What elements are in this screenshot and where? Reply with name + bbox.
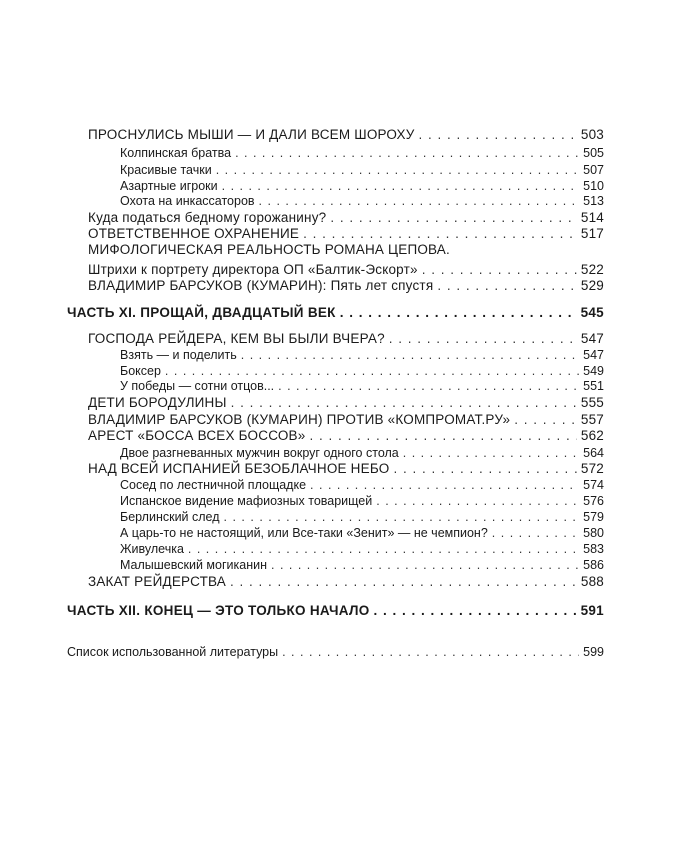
toc-page-number: 599 [583, 645, 604, 659]
toc-page-number: 564 [583, 446, 604, 460]
toc-page-number: 586 [583, 558, 604, 572]
dot-leader [393, 461, 576, 477]
dot-leader [303, 226, 577, 242]
dot-leader [216, 162, 579, 178]
toc-sub-entry [120, 493, 604, 509]
dot-leader [310, 477, 579, 493]
toc-entry-title: ОТВЕТСТВЕННОЕ ОХРАНЕНИЕ [88, 226, 300, 241]
toc-page-number: 547 [583, 348, 604, 362]
toc-sub-entry [120, 445, 604, 461]
toc-page-number: 549 [583, 364, 604, 378]
toc-sub-entry [120, 509, 604, 525]
toc-sub-entry [120, 178, 604, 194]
toc-sub-entry [120, 541, 604, 557]
toc-page-number: 557 [580, 412, 604, 427]
toc-page-number: 503 [580, 127, 604, 142]
toc-entry-title: А царь-то не настоящий, или Все-таки «Зенит» — не чемпион? [120, 526, 488, 540]
toc-entry [88, 461, 604, 477]
toc-entry [88, 242, 450, 258]
toc-entry [88, 395, 604, 411]
toc-entry [88, 428, 604, 444]
toc-entry-title: ДЕТИ БОРОДУЛИНЫ [88, 395, 227, 410]
toc-page-number: 574 [583, 478, 604, 492]
toc-entry-title: НАД ВСЕЙ ИСПАНИЕЙ БЕЗОБЛАЧНОЕ НЕБО [88, 461, 390, 476]
toc-entry-title: ЧАСТЬ XI. ПРОЩАЙ, ДВАДЦАТЫЙ ВЕК [67, 305, 336, 320]
toc-entry-title: ПРОСНУЛИСЬ МЫШИ — И ДАЛИ ВСЕМ ШОРОХУ [88, 127, 415, 142]
dot-leader [422, 262, 577, 278]
dot-leader [230, 574, 577, 590]
toc-page-number: 529 [580, 278, 604, 293]
dot-leader [309, 428, 576, 444]
toc-entry-title: Красивые тачки [120, 163, 212, 177]
toc-page-number: 510 [583, 179, 604, 193]
toc-entry-title: ЗАКАТ РЕЙДЕРСТВА [88, 574, 226, 589]
toc-entry-title: Малышевский могиканин [120, 558, 267, 572]
dot-leader [165, 363, 579, 379]
toc-page-number: 513 [583, 194, 604, 208]
toc-entry-title: Куда податься бедному горожанину? [88, 210, 327, 225]
toc-entry-title: Берлинский след [120, 510, 220, 524]
toc-sub-entry [120, 363, 604, 379]
toc-entry-title: АРЕСТ «БОССА ВСЕХ БОССОВ» [88, 428, 306, 443]
toc-entry [88, 262, 604, 278]
dot-leader [231, 395, 577, 411]
toc-sub-entry [120, 525, 604, 541]
toc-page-number: 505 [583, 146, 604, 160]
toc-entry-title: ВЛАДИМИР БАРСУКОВ (КУМАРИН): Пять лет спустя [88, 278, 434, 293]
toc-entry-title: Двое разгневанных мужчин вокруг одного стола [120, 446, 399, 460]
toc-sub-entry [120, 145, 604, 161]
toc-entry [88, 331, 604, 347]
dot-leader [389, 331, 577, 347]
dot-leader [437, 278, 577, 294]
toc-entry [88, 278, 604, 294]
toc-entry-title: Охота на инкассаторов [120, 194, 255, 208]
dot-leader [403, 445, 579, 461]
toc-entry-title: Живулечка [120, 542, 184, 556]
toc-page-number: 591 [580, 603, 604, 618]
toc-entry-title: МИФОЛОГИЧЕСКАЯ РЕАЛЬНОСТЬ РОМАНА ЦЕПОВА. [88, 242, 450, 257]
toc-page-number: 547 [580, 331, 604, 346]
dot-leader [330, 210, 577, 226]
dot-leader [235, 145, 579, 161]
toc-sub-entry [120, 193, 604, 209]
toc-page-number: 555 [580, 395, 604, 410]
toc-page-number: 583 [583, 542, 604, 556]
toc-page-number: 551 [583, 379, 604, 393]
toc-page-number: 579 [583, 510, 604, 524]
toc-sub-entry [120, 162, 604, 178]
dot-leader [514, 412, 577, 428]
toc-entry [88, 226, 604, 242]
dot-leader [282, 644, 579, 660]
toc-sub-entry [120, 557, 604, 573]
toc-page-number: 588 [580, 574, 604, 589]
toc-part-entry [67, 305, 604, 321]
dot-leader [376, 493, 579, 509]
dot-leader [259, 193, 580, 209]
dot-leader [374, 603, 577, 619]
toc-sub-entry [120, 378, 604, 394]
toc-part-entry [67, 603, 604, 619]
toc-entry-title: Взять — и поделить [120, 348, 237, 362]
toc-sub-entry [120, 347, 604, 363]
toc-entry-title: ГОСПОДА РЕЙДЕРА, КЕМ ВЫ БЫЛИ ВЧЕРА? [88, 331, 385, 346]
toc-entry-title: Сосед по лестничной площадке [120, 478, 307, 492]
toc-page-number: 576 [583, 494, 604, 508]
toc-page-number: 572 [580, 461, 604, 476]
toc-entry [88, 210, 604, 226]
toc-page-number: 514 [580, 210, 604, 225]
dot-leader [340, 305, 577, 321]
toc-page-number: 562 [580, 428, 604, 443]
toc-entry-title: Штрихи к портрету директора ОП «Балтик-Эскорт» [88, 262, 418, 277]
toc-sub-entry [120, 477, 604, 493]
dot-leader [278, 378, 579, 394]
toc-page-number: 517 [580, 226, 604, 241]
toc-page-number: 507 [583, 163, 604, 177]
dot-leader [419, 127, 577, 143]
toc-entry-title: ЧАСТЬ XII. КОНЕЦ — ЭТО ТОЛЬКО НАЧАЛО [67, 603, 370, 618]
toc-entry-title: Азартные игроки [120, 179, 218, 193]
toc-entry [88, 127, 604, 143]
toc-entry-title: Боксер [120, 364, 161, 378]
toc-entry-title: Испанское видение мафиозных товарищей [120, 494, 373, 508]
toc-entry-title: Колпинская братва [120, 146, 232, 160]
toc-entry-title: У победы — сотни отцов... [120, 379, 275, 393]
toc-page-number: 545 [580, 305, 604, 320]
toc-page-number: 580 [583, 526, 604, 540]
toc-page-number: 522 [580, 262, 604, 277]
dot-leader [492, 525, 579, 541]
dot-leader [241, 347, 579, 363]
dot-leader [271, 557, 579, 573]
toc-entry-title: Список использованной литературы [67, 645, 279, 659]
toc-entry [88, 574, 604, 590]
toc-entry [88, 412, 604, 428]
dot-leader [188, 541, 579, 557]
dot-leader [222, 178, 580, 194]
toc-entry [67, 644, 604, 660]
toc-entry-title: ВЛАДИМИР БАРСУКОВ (КУМАРИН) ПРОТИВ «КОМПРОМАТ.РУ» [88, 412, 511, 427]
dot-leader [224, 509, 580, 525]
